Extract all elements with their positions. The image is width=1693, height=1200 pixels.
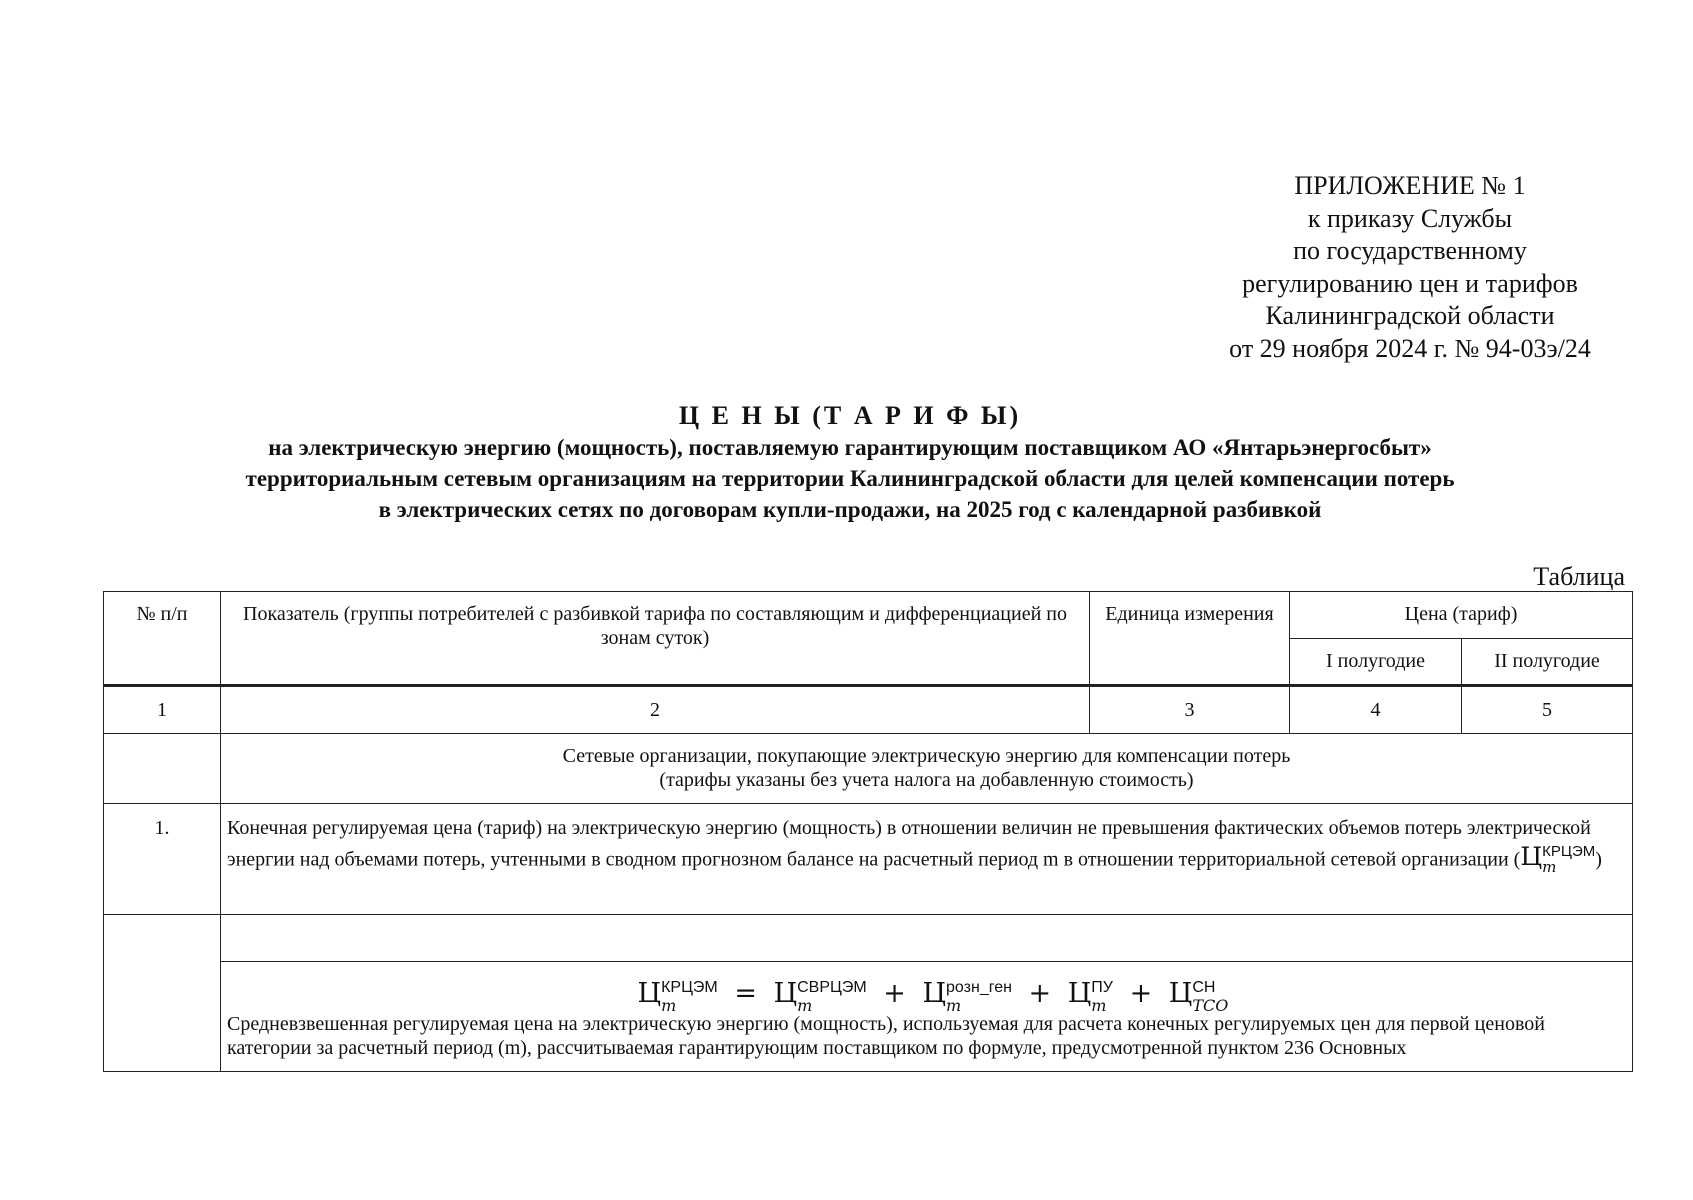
appendix-line: ПРИЛОЖЕНИЕ № 1 [1294,171,1526,200]
formula-cell [221,962,1633,1072]
col-number: 5 [1462,686,1633,734]
header-half2: II полугодие [1462,639,1633,686]
row-num: 1. [104,804,221,915]
appendix-line: регулированию цен и тарифов [1242,268,1578,298]
empty-num-cell [104,915,221,1072]
table-row [104,804,1633,915]
header-indicator: Показатель (группы потребителей с разбивкой тарифа по составляющим и дифференциацией по зонам суток) [221,592,1090,686]
header-half1: I полугодие [1290,639,1462,686]
table-label: Таблица [1533,562,1625,591]
header-num: № п/п [104,592,221,686]
appendix-line: от 29 ноября 2024 г. № 94-03э/24 [1229,333,1591,363]
appendix-line: к приказу Службы [1307,203,1513,233]
title-sub-line: территориальным сетевым организациям на территории Калининградской области для целей компенсации потерь [245,466,1455,491]
section-row [104,734,1633,804]
section-title-line: Сетевые организации, покупающие электрическую энергию для компенсации потерь [562,745,1291,767]
col-number: 3 [1090,686,1290,734]
section-num-cell [104,734,221,804]
title-sub-line: на электрическую энергию (мощность), поставляемую гарантирующим поставщиком АО «Янтарьэнергосбыт» [268,435,1432,460]
document-title [100,400,1600,525]
formula-description: Средневзвешенная регулируемая цена на электрическую энергию (мощность), используемая для расчета конечных регулируемых цен для первой ценовой категории за расчетный период (m), рассчитываемая гарантирующим поставщиком по формуле, предусмотренной пунктом 236 Основных [227,1013,1545,1059]
formula: $Ц^{КРЦЭМ}$ m = $Ц^{СВРЦЭМ}$ m + $Ц^{розн\_ген}$ m + $Ц^{ПУ}$ m + $Ц^{СН}$ ТСО [637,978,1229,1015]
title-sub-line: в электрических сетях по договорам купли-продажи, на 2025 год с календарной разбивкой [378,497,1322,522]
section-title-line: (тарифы указаны без учета налога на добавленную стоимость) [659,769,1194,791]
column-number-row [104,686,1633,734]
price-symbol: $Ц^{КРЦЭМ}$ m [1520,842,1596,877]
appendix-block [1150,170,1670,365]
row-text [221,804,1633,915]
col-number: 1 [104,686,221,734]
tariff-table [103,591,1633,1072]
title-main: Ц Е Н Ы (Т А Р И Ф Ы) [678,401,1022,430]
appendix-line: по государственному [1293,236,1527,265]
section-title [221,734,1633,804]
table-header-row [104,592,1633,639]
header-price: Цена (тариф) [1290,592,1633,639]
appendix-line: Калининградской области [1265,301,1555,330]
row-text-end: ) [1595,848,1602,871]
empty-cell [221,915,1633,962]
col-number: 2 [221,686,1090,734]
header-unit: Единица измерения [1090,592,1290,686]
row-text-body: Конечная регулируемая цена (тариф) на электрическую энергию (мощность) в отношении величин не превышения фактических объемов потерь электрической энергии над объемами потерь, учтенными в сводном прогнозном балансе на расчетный период m в отношении территориальной сетевой организации ( [227,817,1591,871]
col-number: 4 [1290,686,1462,734]
formula-row [104,962,1633,1072]
empty-row [104,915,1633,962]
